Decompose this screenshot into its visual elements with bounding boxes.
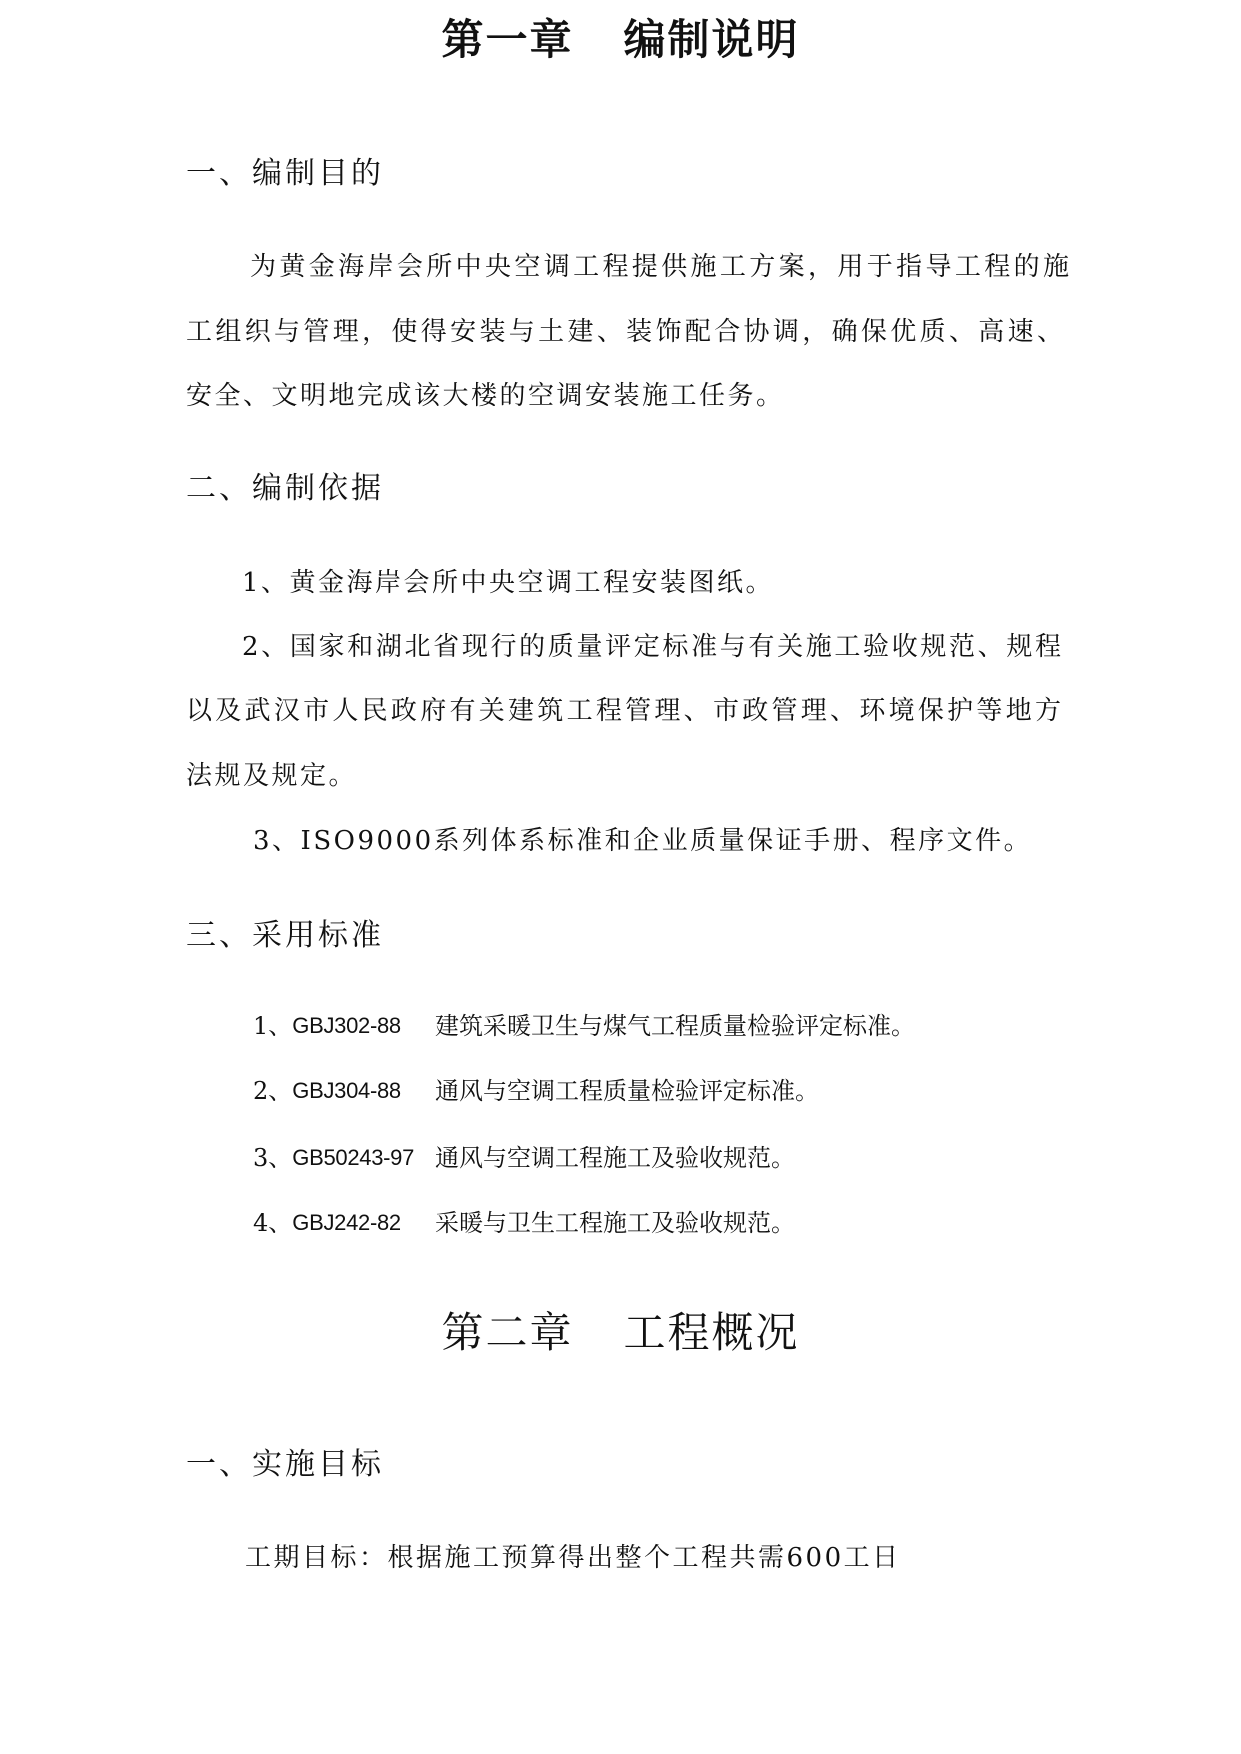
standard-list-item [253, 1009, 915, 1043]
standard-code: GBJ242-82 [292, 1210, 401, 1235]
standard-list-item [253, 1206, 795, 1240]
standard-code: GBJ302-88 [292, 1013, 401, 1038]
basis-item-2-line: 2、国家和湖北省现行的质量评定标准与有关施工验收规范、规程 [242, 632, 1061, 662]
basis-item-2-line: 以及武汉市人民政府有关建筑工程管理、市政管理、环境保护等地方 [186, 696, 1061, 726]
chapter-2-number: 第二章 [441, 1308, 574, 1357]
standard-index: 3、 [253, 1144, 293, 1172]
chapter-1-title [0, 16, 1241, 64]
purpose-paragraph-line: 为黄金海岸会所中央空调工程提供施工方案，用于指导工程的施 [250, 252, 1069, 282]
chapter-1-name: 编制说明 [623, 15, 800, 64]
purpose-paragraph-line: 安全、文明地完成该大楼的空调安装施工任务。 [186, 381, 785, 411]
standard-index: 1、 [253, 1012, 293, 1040]
basis-item-2-line: 法规及规定。 [186, 761, 358, 791]
purpose-paragraph-line: 工组织与管理，使得安装与土建、装饰配合协调，确保优质、高速、 [186, 317, 1063, 347]
chapter-2-name: 工程概况 [623, 1308, 800, 1357]
standard-list-item [253, 1074, 819, 1108]
standard-name: 建筑采暖卫生与煤气工程质量检验评定标准。 [435, 1012, 915, 1040]
standard-name: 采暖与卫生工程施工及验收规范。 [435, 1209, 795, 1237]
standard-code: GBJ304-88 [292, 1078, 401, 1103]
standard-name: 通风与空调工程施工及验收规范。 [435, 1144, 795, 1172]
basis-item-1: 1、黄金海岸会所中央空调工程安装图纸。 [242, 568, 775, 598]
standard-index: 2、 [253, 1077, 293, 1105]
chapter-2-title [0, 1309, 1241, 1357]
section-heading-basis: 二、编制依据 [186, 471, 384, 506]
standard-list-item [253, 1141, 795, 1175]
section-heading-purpose: 一、编制目的 [186, 156, 384, 191]
section-heading-standards: 三、采用标准 [186, 918, 384, 953]
basis-item-3: 3、ISO9000系列体系标准和企业质量保证手册、程序文件。 [253, 826, 1033, 856]
standard-index: 4、 [253, 1209, 293, 1237]
standard-code: GB50243-97 [292, 1145, 415, 1170]
schedule-goal-text: 工期目标：根据施工预算得出整个工程共需600工日 [245, 1543, 901, 1573]
section-heading-goals: 一、实施目标 [186, 1447, 384, 1482]
standard-name: 通风与空调工程质量检验评定标准。 [435, 1077, 819, 1105]
chapter-1-number: 第一章 [441, 15, 574, 64]
